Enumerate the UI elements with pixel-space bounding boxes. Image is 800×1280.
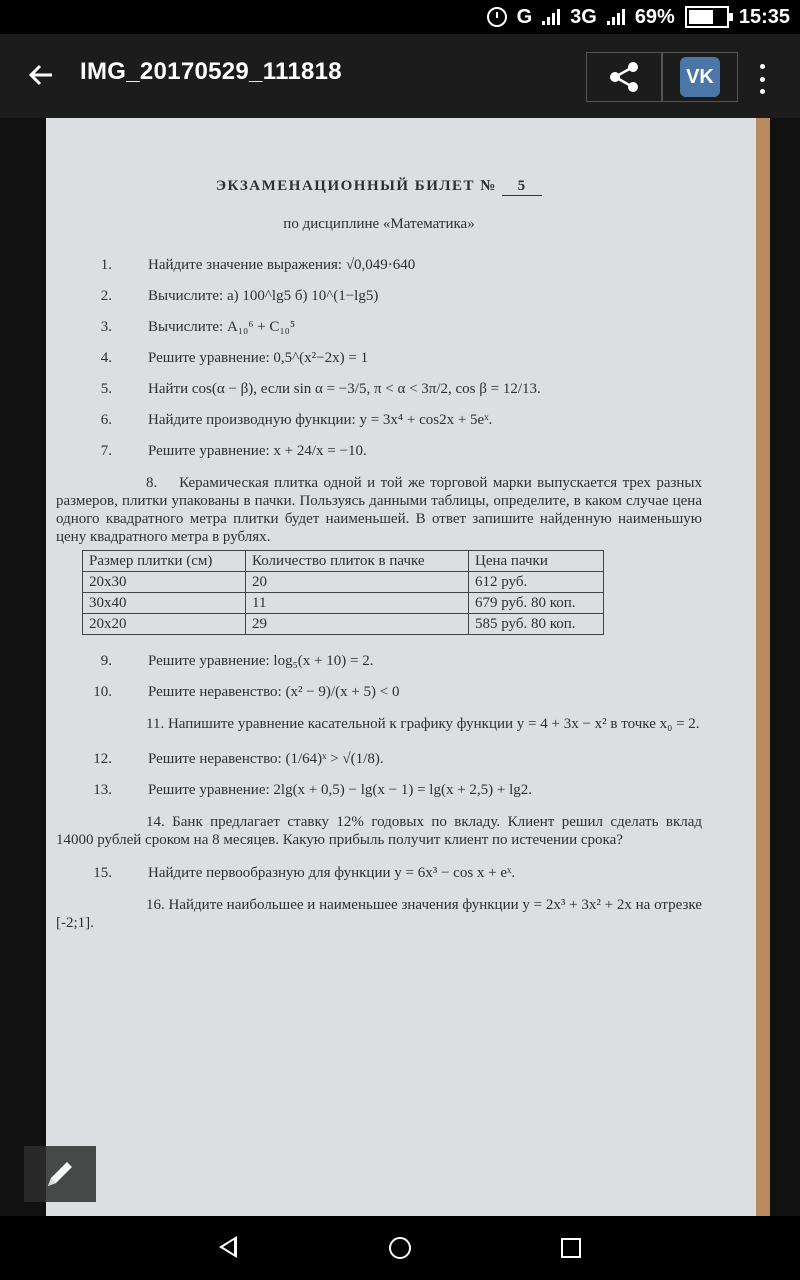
table-header-row	[83, 551, 604, 572]
table-cell: 612 руб.	[469, 572, 604, 593]
exam-document	[56, 178, 702, 936]
vk-share-button[interactable]	[662, 52, 738, 102]
task-item	[56, 751, 702, 768]
task-item	[56, 443, 702, 460]
vk-icon: VK	[680, 57, 720, 97]
task-number: 6.	[100, 412, 112, 428]
task-number: 10.	[93, 684, 112, 700]
task-item	[56, 653, 702, 670]
task-15: 15. Найдите первообразную для функции y = 6x³ − cos x + eˣ.	[93, 865, 516, 881]
share-button[interactable]	[586, 52, 662, 102]
task-number: 5.	[100, 381, 112, 397]
task-text: Вычислите: A₁₀⁶ + C₁₀⁵	[148, 319, 296, 335]
photo-viewer[interactable]	[0, 118, 800, 1216]
table-cell: 20	[246, 572, 469, 593]
task-16-text: 16. Найдите наибольшее и наименьшее значения функции y = 2x³ + 3x² + 2x на отрезке [-2;1].	[56, 897, 702, 931]
task-number: 1.	[100, 257, 112, 273]
battery-icon	[685, 6, 729, 28]
exam-paper	[46, 118, 756, 1216]
navigation-bar	[0, 1216, 800, 1280]
status-bar	[0, 0, 800, 34]
table-cell: 679 руб. 80 коп.	[469, 593, 604, 614]
task-text: Найти cos(α − β), если sin α = −3/5, π < α < 3π/2, cos β = 12/13.	[148, 381, 541, 397]
back-arrow-icon[interactable]	[26, 60, 60, 94]
task-item	[56, 684, 702, 701]
nav-back-icon[interactable]	[219, 1236, 237, 1258]
edit-button[interactable]	[24, 1146, 96, 1202]
task-number: 7.	[100, 443, 112, 459]
table-row	[83, 614, 604, 635]
task-number: 13.	[93, 782, 112, 798]
alarm-icon	[487, 7, 507, 27]
table-row	[83, 572, 604, 593]
task-item	[56, 381, 702, 398]
task-number: 4.	[100, 350, 112, 366]
table-cell: 29	[246, 614, 469, 635]
pencil-icon	[42, 1156, 78, 1192]
share-icon	[607, 60, 641, 94]
more-menu-icon[interactable]	[752, 64, 772, 94]
task-item	[56, 350, 702, 367]
task-number: 2.	[100, 288, 112, 304]
task-number: 12.	[93, 751, 112, 767]
ticket-number: 5	[502, 178, 542, 196]
table-row	[83, 593, 604, 614]
table-cell: 585 руб. 80 коп.	[469, 614, 604, 635]
task-text: Решите неравенство: (1/64)ˣ > √(1/8).	[148, 751, 384, 767]
table-header: Количество плиток в пачке	[246, 551, 469, 572]
clock: 15:35	[738, 5, 790, 28]
task-text: Решите уравнение: x + 24/x = −10.	[148, 443, 367, 459]
table-cell: 30x40	[83, 593, 246, 614]
signal-icon-2	[607, 9, 625, 25]
tile-table	[82, 550, 604, 635]
g-signal-label: G	[516, 5, 533, 28]
task-11-text: 11. Напишите уравнение касательной к графику функции y = 4 + 3x − x² в точке x₀ = 2.	[146, 716, 700, 732]
image-title: IMG_20170529_111818	[80, 58, 342, 85]
task-text: Найдите производную функции: y = 3x⁴ + cos2x + 5eˣ.	[148, 412, 493, 428]
network-label: 3G	[570, 5, 597, 28]
table-header: Цена пачки	[469, 551, 604, 572]
table-cell: 20x20	[83, 614, 246, 635]
task-item	[56, 257, 702, 274]
task-text: Вычислите: а) 100^lg5 б) 10^(1−lg5)	[148, 288, 379, 304]
task-text: Решите уравнение: 2lg(x + 0,5) − lg(x − 1) = lg(x + 2,5) + lg2.	[148, 782, 533, 798]
task-item	[56, 412, 702, 429]
signal-icon	[542, 9, 560, 25]
nav-home-icon[interactable]	[389, 1237, 411, 1259]
nav-recents-icon[interactable]	[561, 1238, 581, 1258]
table-header: Размер плитки (см)	[83, 551, 246, 572]
discipline-subtitle: по дисциплине «Математика»	[283, 216, 475, 232]
app-bar	[0, 34, 800, 118]
task-text: Найдите значение выражения: √0,049·640	[148, 257, 416, 273]
task-text: Решите уравнение: log₅(x + 10) = 2.	[148, 653, 374, 669]
table-cell: 20x30	[83, 572, 246, 593]
task-item	[56, 782, 702, 799]
task-number: 9.	[100, 653, 112, 669]
table-cell: 11	[246, 593, 469, 614]
task-text: Решите неравенство: (x² − 9)/(x + 5) < 0	[148, 684, 400, 700]
ticket-heading: ЭКЗАМЕНАЦИОННЫЙ БИЛЕТ № 5	[56, 178, 702, 196]
task-item	[56, 319, 702, 336]
task-text: Решите уравнение: 0,5^(x²−2x) = 1	[148, 350, 369, 366]
task-14-text: 14. Банк предлагает ставку 12% годовых по вкладу. Клиент решил сделать вклад 14000 рублей сроком на 8 месяцев. Какую прибыль получит клиент по истечении срока?	[56, 814, 702, 848]
battery-percent: 69%	[634, 5, 675, 28]
task-item	[56, 288, 702, 305]
task-8-text: 8. Керамическая плитка одной и той же торговой марки выпускается трех разных размеров, плитки упакованы в пачки. Пользуясь данными таблицы, определите, в каком случае цена одного квадратного метра плитки будет наименьшей. В ответ запишите найденную наименьшую цену квадратного метра в рублях.	[56, 475, 703, 545]
task-number: 3.	[100, 319, 112, 335]
